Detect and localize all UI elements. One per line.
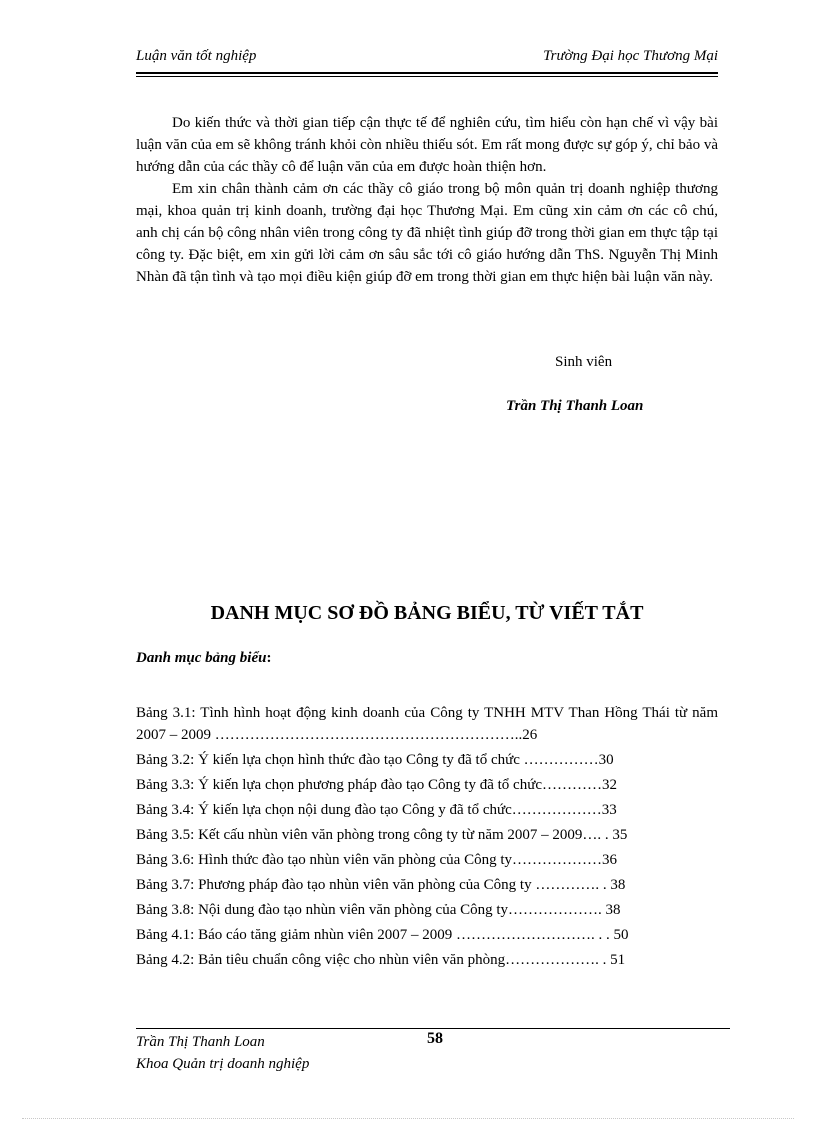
list-item: Bảng 3.7: Phương pháp đào tạo nhùn viên văn phòng của Công ty …………. . 38 bbox=[136, 877, 626, 893]
signoff-label: Sinh viên bbox=[555, 354, 613, 370]
page-number: 58 bbox=[427, 1030, 443, 1047]
paragraph: Do kiến thức và thời gian tiếp cận thực tế để nghiên cứu, tìm hiểu còn hạn chế vì vậy bài luận văn của em sẽ không tránh khỏi còn nhiều thiếu sót. Em rất mong được sự góp ý, chỉ bảo và hướng dẫn của các thầy cô để luận văn của em được hoàn thiện hơn. bbox=[136, 115, 718, 175]
list-item: Bảng 4.1: Báo cáo tăng giảm nhùn viên 2007 – 2009 ………………………. . . 50 bbox=[136, 927, 629, 943]
list-item: Bảng 3.1: Tình hình hoạt động kinh doanh của Công ty TNHH MTV Than Hồng Thái từ năm 2007 – 2009 ……………………………………………………..26 bbox=[136, 705, 718, 743]
author-name: Trần Thị Thanh Loan bbox=[506, 398, 644, 414]
subheading bbox=[136, 650, 271, 667]
header-rule bbox=[136, 72, 718, 74]
footer-faculty: Khoa Quản trị doanh nghiệp bbox=[136, 1056, 310, 1072]
list-item: Bảng 4.2: Bản tiêu chuẩn công việc cho nhùn viên văn phòng………………. . 51 bbox=[136, 952, 626, 968]
page-header bbox=[136, 48, 718, 72]
section-title: DANH MỤC SƠ ĐỒ BẢNG BIỂU, TỪ VIẾT TẮT bbox=[210, 602, 644, 624]
table-list bbox=[136, 702, 718, 974]
page-bottom-edge bbox=[22, 1118, 794, 1119]
paragraph: Em xin chân thành cảm ơn các thầy cô giáo trong bộ môn quản trị doanh nghiệp thương mại, khoa quản trị kinh doanh, trường đại học Thương Mại. Em cũng xin cảm ơn các cô chú, anh chị cán bộ công nhân viên trong công ty đã nhiệt tình giúp đỡ trong thời gian em thực tập tại công ty. Đặc biệt, em xin gửi lời cảm ơn sâu sắc tới cô giáo hướng dẫn ThS. Nguyễn Thị Minh Nhàn đã tận tình và tạo mọi điều kiện giúp đỡ em trong thời gian em thực hiện bài luận văn này. bbox=[136, 181, 718, 285]
list-item: Bảng 3.6: Hình thức đào tạo nhùn viên văn phòng của Công ty………………36 bbox=[136, 852, 617, 868]
header-university-label: Trường Đại học Thương Mại bbox=[543, 48, 718, 64]
header-rule-thin bbox=[136, 76, 718, 77]
footer-rule bbox=[136, 1028, 730, 1029]
list-item: Bảng 3.3: Ý kiến lựa chọn phương pháp đào tạo Công ty đã tổ chức…………32 bbox=[136, 777, 617, 793]
list-item: Bảng 3.2: Ý kiến lựa chọn hình thức đào tạo Công ty đã tổ chức ……………30 bbox=[136, 752, 614, 768]
header-thesis-label: Luận văn tốt nghiệp bbox=[136, 48, 257, 64]
acknowledgement-text bbox=[136, 112, 718, 288]
list-item: Bảng 3.8: Nội dung đào tạo nhùn viên văn phòng của Công ty………………. 38 bbox=[136, 902, 621, 918]
subheading-text: Danh mục bảng biểu bbox=[136, 650, 267, 666]
subheading-colon: : bbox=[266, 650, 272, 666]
list-item: Bảng 3.5: Kết cấu nhùn viên văn phòng trong công ty từ năm 2007 – 2009…. . 35 bbox=[136, 827, 628, 843]
footer-author-name: Trần Thị Thanh Loan bbox=[136, 1034, 265, 1050]
list-item: Bảng 3.4: Ý kiến lựa chọn nội dung đào tạo Công y đã tổ chức………………33 bbox=[136, 802, 617, 818]
